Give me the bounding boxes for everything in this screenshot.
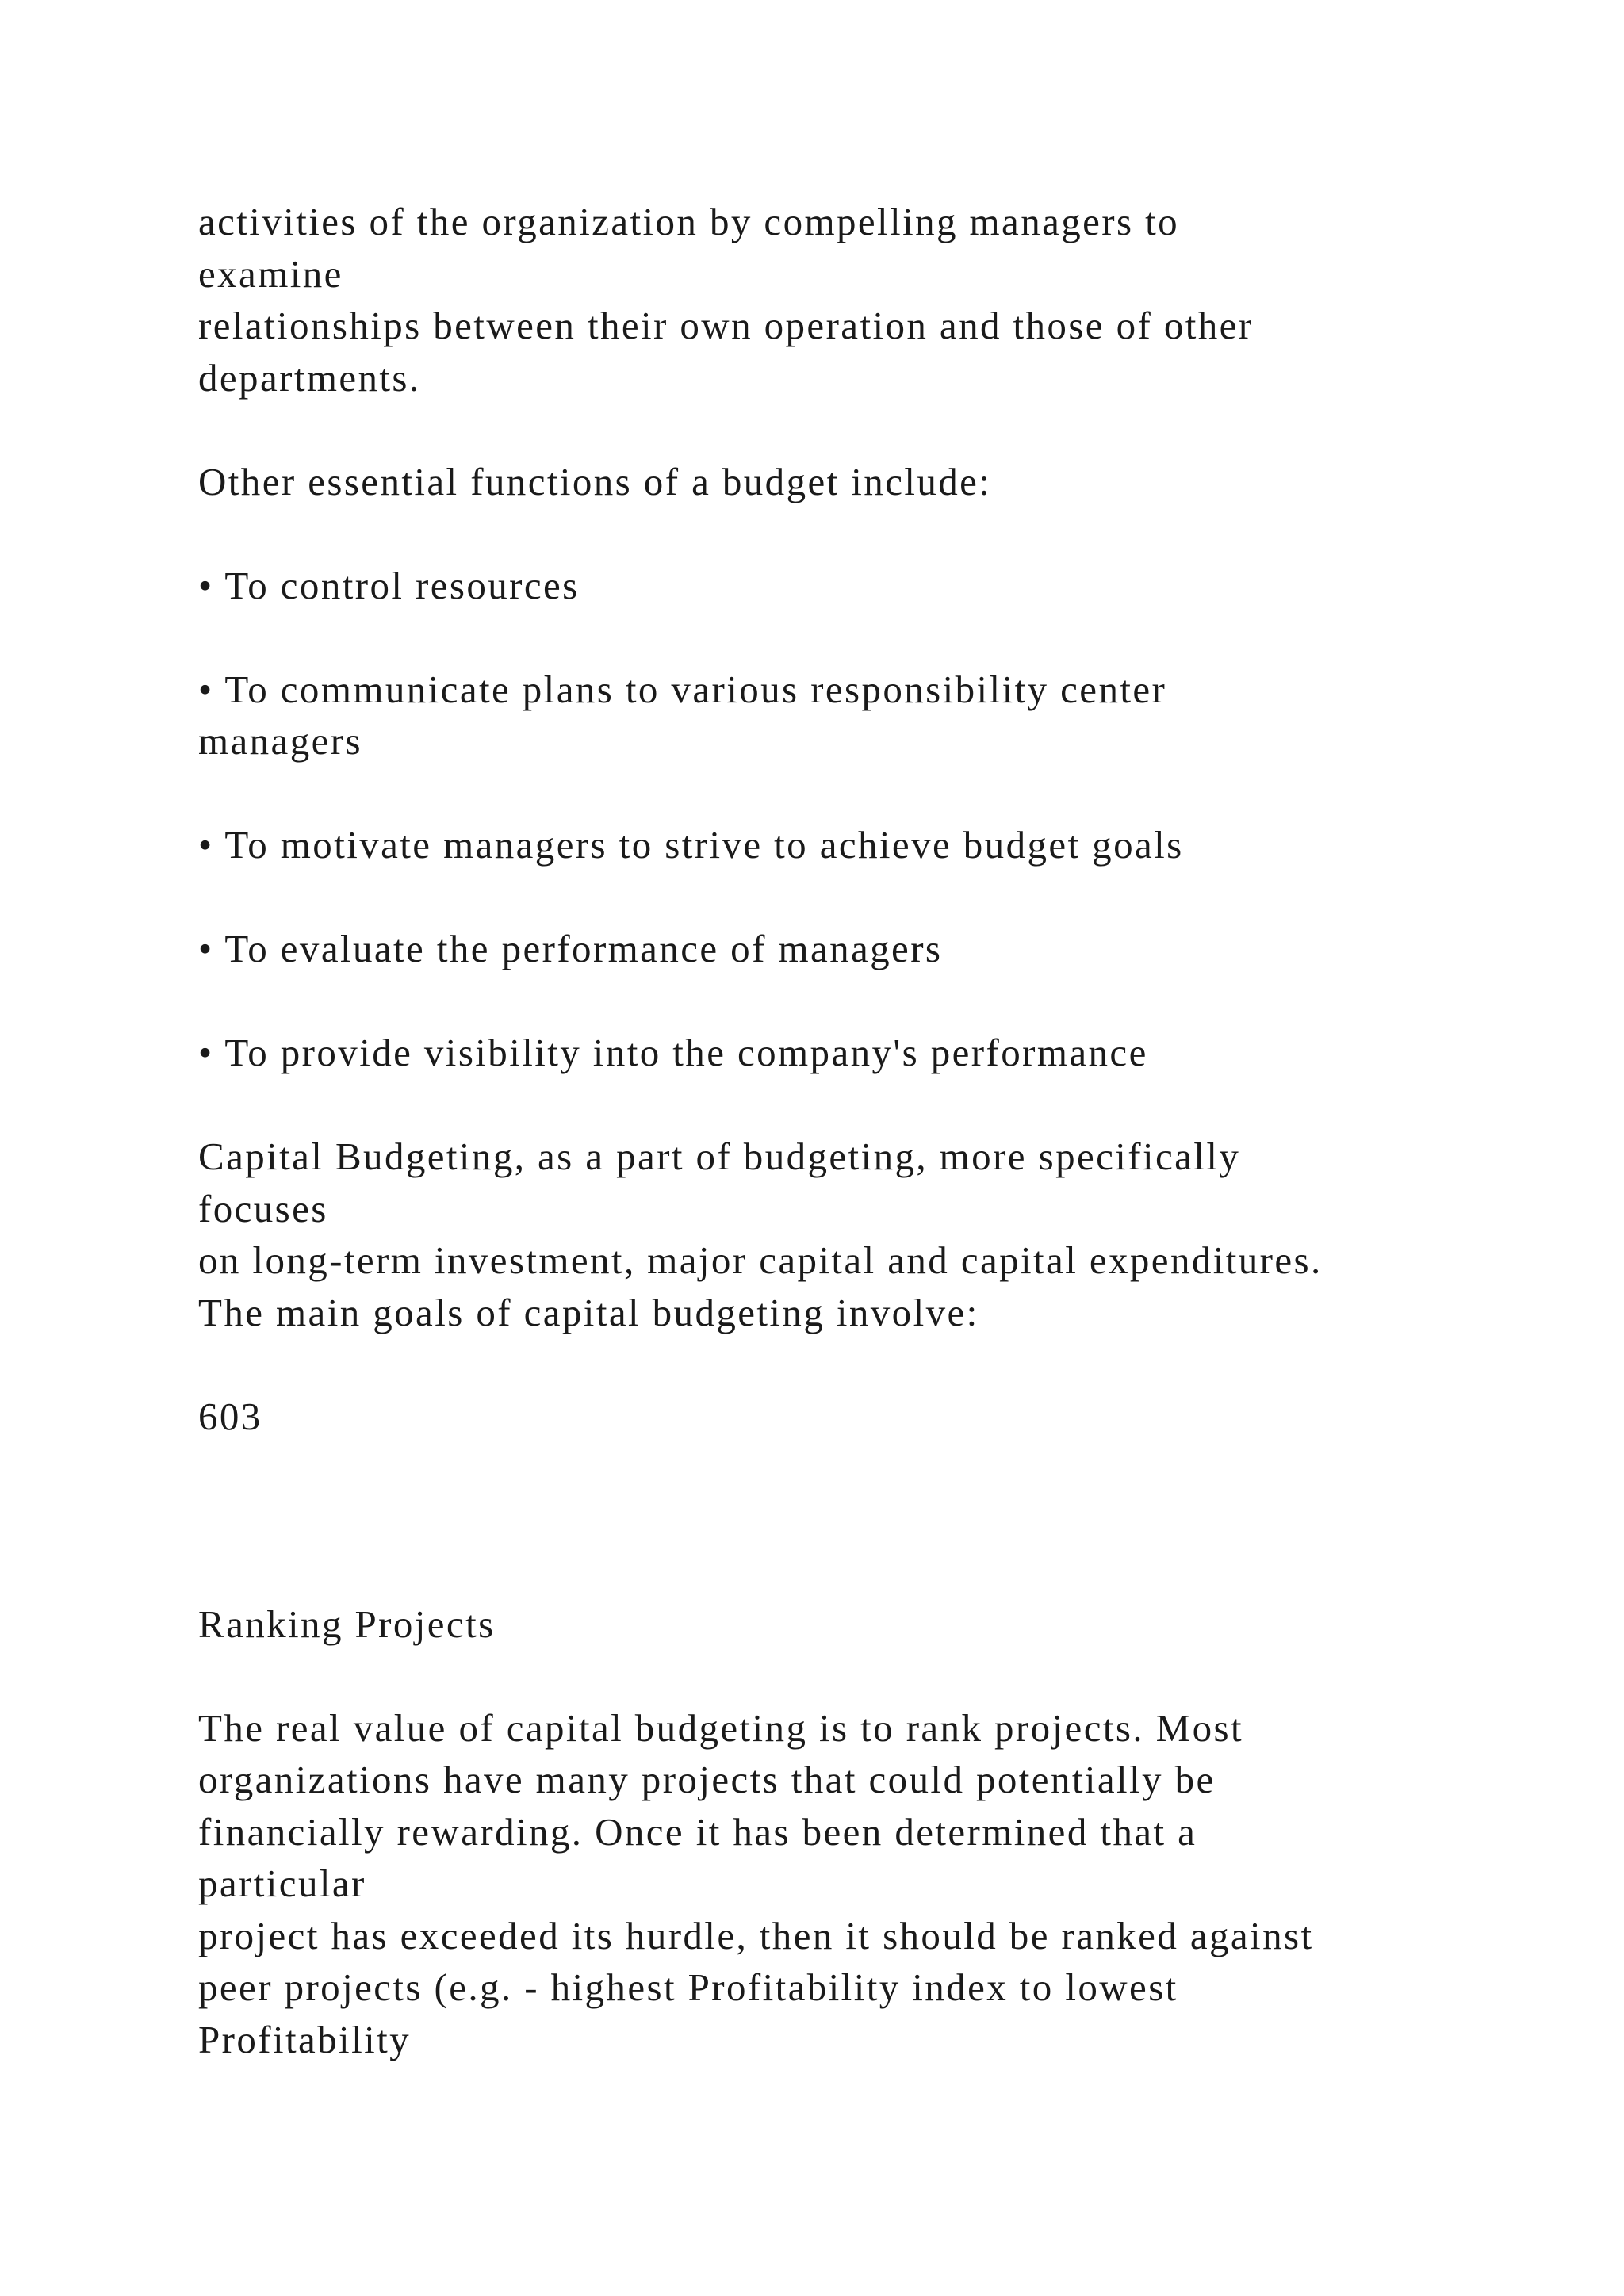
text-line: managers	[198, 719, 362, 763]
text-line: The main goals of capital budgeting involve:	[198, 1290, 979, 1334]
blank-line	[198, 1338, 1546, 1391]
bullet-item: • To communicate plans to various responsibility center	[198, 667, 1167, 711]
document-body	[198, 196, 1546, 2065]
text-line: peer projects (e.g. - highest Profitability index to lowest	[198, 1965, 1178, 2009]
text-line: focuses	[198, 1186, 328, 1230]
bullet-item: • To control resources	[198, 563, 580, 607]
text-line: project has exceeded its hurdle, then it should be ranked against	[198, 1913, 1314, 1957]
bullet-item: • To evaluate the performance of managers	[198, 927, 943, 970]
blank-line	[198, 1079, 1546, 1131]
text-line: departments.	[198, 355, 421, 400]
section-heading: Ranking Projects	[198, 1601, 496, 1646]
blank-line	[198, 1546, 1546, 1598]
blank-line	[198, 1442, 1546, 1494]
page-number: 603	[198, 1394, 262, 1438]
blank-line	[198, 975, 1546, 1027]
text-line: activities of the organization by compelling managers to	[198, 200, 1180, 243]
blank-line	[198, 871, 1546, 924]
text-line: Capital Budgeting, as a part of budgeting, more specifically	[198, 1135, 1241, 1178]
text-line: financially rewarding. Once it has been determined that a	[198, 1809, 1197, 1854]
blank-line	[198, 507, 1546, 560]
text-line: particular	[198, 1862, 366, 1905]
text-line: relationships between their own operation and those of other	[198, 304, 1254, 347]
text-line: on long-term investment, major capital and capital expenditures.	[198, 1238, 1323, 1282]
blank-line	[198, 1650, 1546, 1702]
text-line: Profitability	[198, 2017, 412, 2061]
text-line: Other essential functions of a budget include:	[198, 459, 992, 503]
bullet-item: • To motivate managers to strive to achieve budget goals	[198, 823, 1184, 867]
text-line: The real value of capital budgeting is to rank projects. Most	[198, 1705, 1243, 1750]
bullet-item: • To provide visibility into the company's performance	[198, 1031, 1148, 1074]
blank-line	[198, 767, 1546, 820]
blank-line	[198, 611, 1546, 664]
text-line: examine	[198, 251, 343, 296]
blank-line	[198, 1494, 1546, 1547]
blank-line	[198, 404, 1546, 456]
text-line: organizations have many projects that could potentially be	[198, 1758, 1216, 1801]
